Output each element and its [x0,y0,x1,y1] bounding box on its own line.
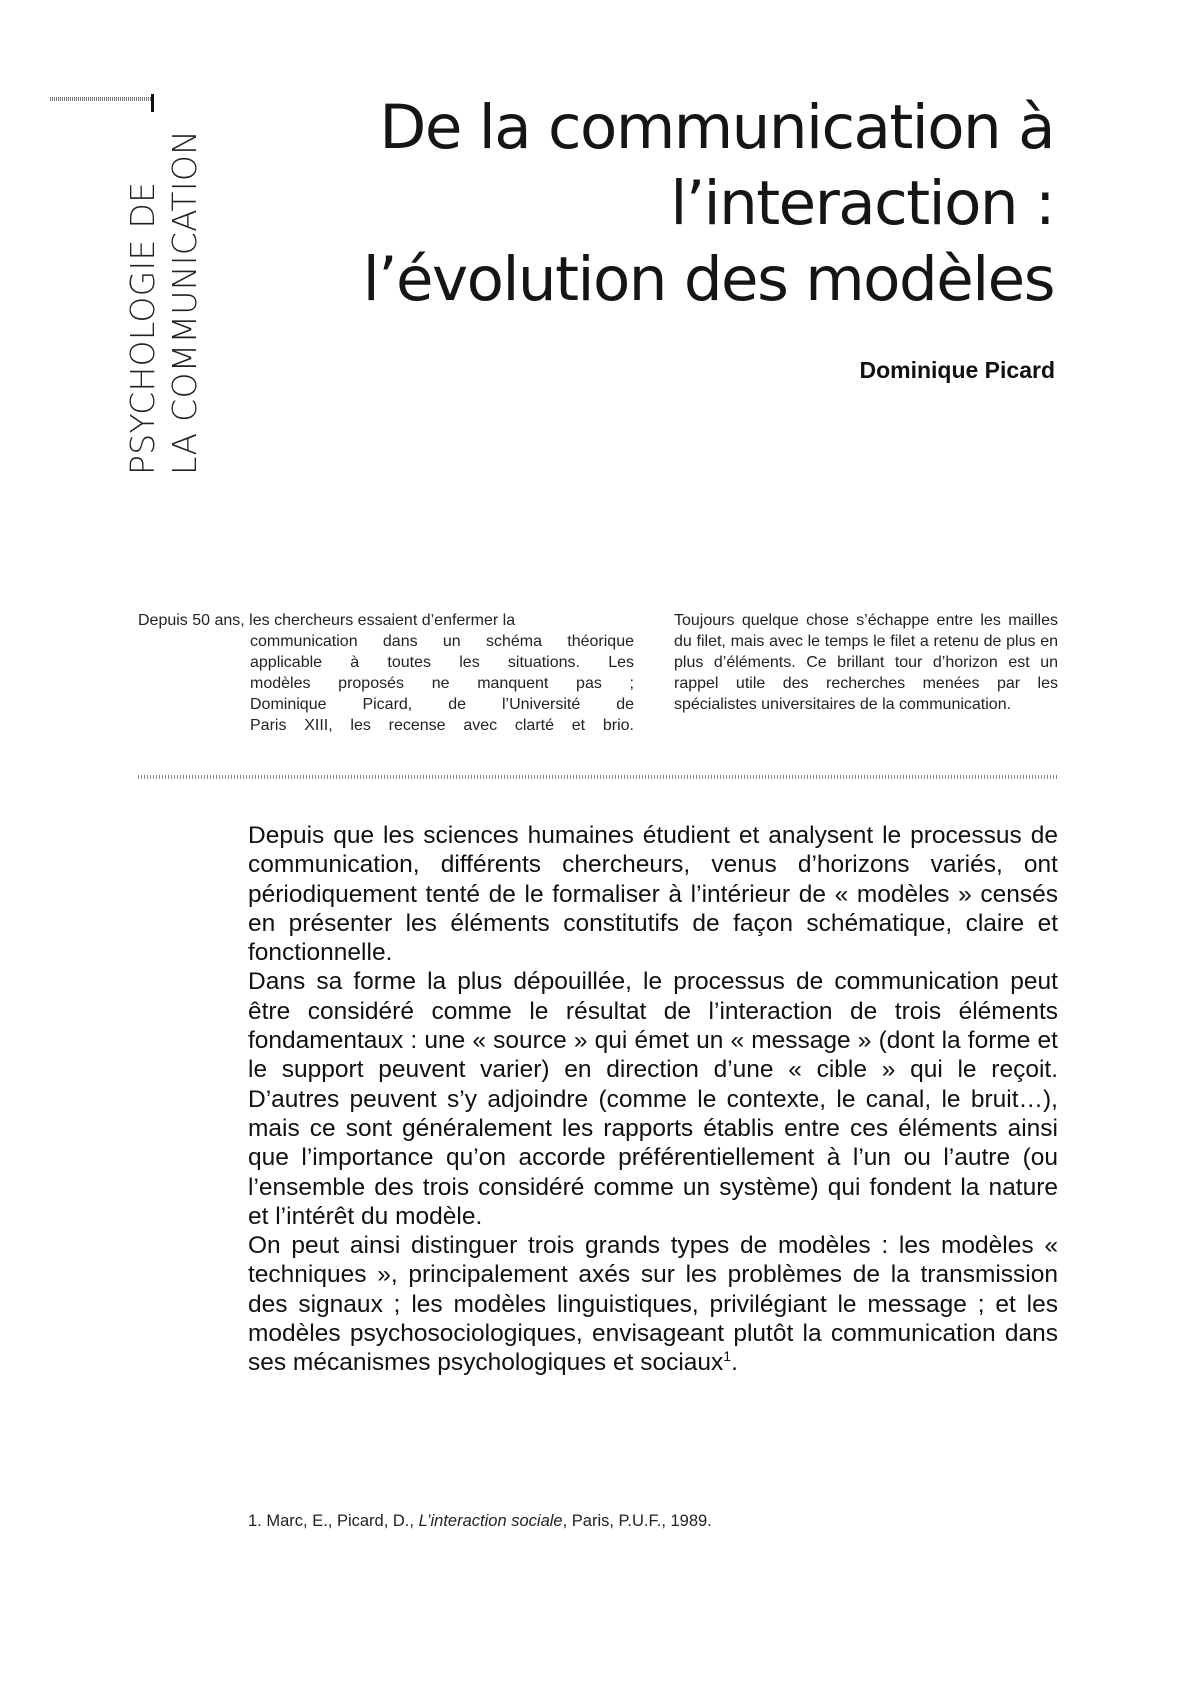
abstract-left-line-2: communication dans un schéma théorique [250,633,634,650]
footnote-reference[interactable]: 1 [723,1348,732,1365]
footnote-publisher: , Paris, P.U.F., 1989. [562,1512,712,1530]
abstract-left-line-6: Paris XIII, les recense avec clarté et brio. [250,717,634,734]
footnote-book-title: L’interaction sociale [418,1512,563,1530]
section-label-line-1: PSYCHOLOGIE DE [123,181,162,475]
section-label-line-2: LA COMMUNICATION [165,129,204,475]
abstract-divider [138,775,1058,779]
body-paragraph-2: Dans sa forme la plus dépouillée, le processus de communication peut être considéré comme le résultat de l’interaction de trois éléments fondamentaux : une « source » qui émet un « message » (dont la forme et le support peuvent varier) en direction d’une « cible » qui le reçoit. D’autres peuvent s’y adjoindre (comme le contexte, le canal, le bruit…), mais ce sont généralement les rapports établis entre ces éléments ainsi que l’importance qu’on accorde préférentiellement à l’un ou l’autre (ou l’ensemble des trois considéré comme un système) qui fondent la nature et l’intérêt du modèle. [248,968,1058,1230]
title-line-1: De la communication à [379,92,1054,163]
abstract-left-line-3: applicable à toutes les situations. Les [250,654,634,671]
body-paragraph-3: On peut ainsi distinguer trois grands types de modèles : les modèles « techniques », principalement axés sur les problèmes de la transmission des signaux ; les modèles linguistiques, privilégiant le message ; et les modèles psychosociologiques, envisageant plutôt la communication dans ses mécanismes psychologiques et sociaux$^1$. [248,1232,1058,1377]
abstract-left-line-5: Dominique Picard, de l’Université de [250,696,634,713]
footnote-number: 1. [248,1512,262,1530]
abstract-left-line-4: modèles proposés ne manquent pas ; [250,675,634,692]
abstract-left-line-1: Depuis 50 ans, les chercheurs essaient d’enfermer la [138,612,516,629]
abstract-right: Toujours quelque chose s’échappe entre les mailles du filet, mais avec le temps le filet a retenu de plus en plus d’éléments. Ce brillant tour d’horizon est un rappel utile des recherches menées par les spécialistes universitaires de la communication. [674,612,1058,713]
footnote-authors: Marc, E., Picard, D., [266,1512,414,1530]
author-name: Dominique Picard [859,357,1055,383]
article-body [248,821,1058,1378]
abstract-left [138,610,634,736]
title-line-3: l’évolution des modèles [362,244,1054,315]
section-label [122,75,206,475]
body-paragraph-1: Depuis que les sciences humaines étudient et analysent le processus de communication, différents chercheurs, venus d’horizons variés, ont périodiquement tenté de le formaliser à l’intérieur de « modèles » censés en présenter les éléments constitutifs de façon schématique, claire et fonctionnelle. [248,822,1058,967]
article-title [254,90,1054,318]
body-paragraph-3-text: On peut ainsi distinguer trois grands types de modèles : les modèles « techniques », principalement axés sur les problèmes de la transmission des signaux ; les modèles linguistiques, privilégiant le message ; et les modèles psychosociologiques, envisageant plutôt la communication dans ses mécanismes psychologiques et sociaux [248,1232,1058,1377]
footnote [248,1512,712,1531]
title-line-2: l’interaction : [670,168,1054,239]
